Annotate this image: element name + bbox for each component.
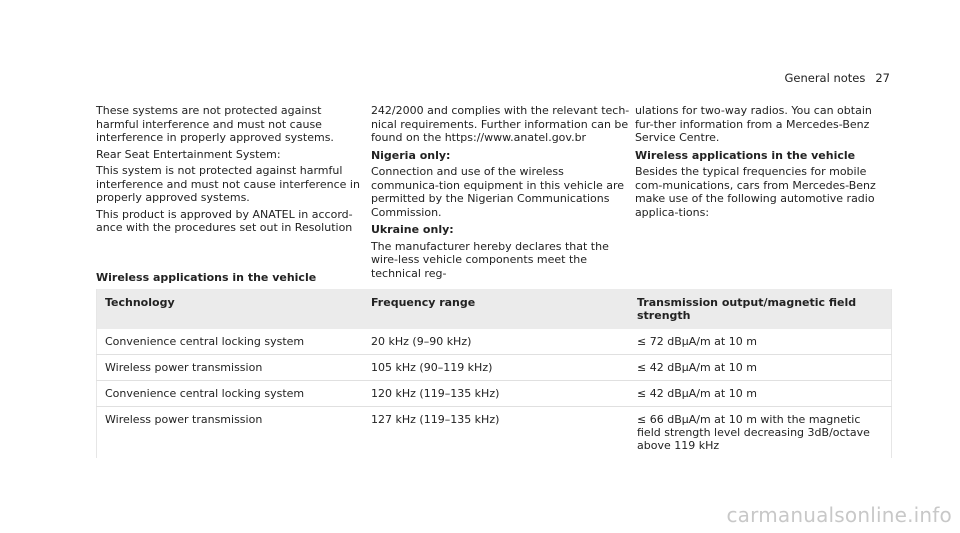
column-3 — [635, 104, 892, 283]
header-technology: Technology — [97, 289, 364, 329]
table-body — [97, 329, 892, 458]
watermark: carmanualsonline.info — [726, 503, 952, 527]
paragraph: This product is approved by ANATEL in accord-ance with the procedures set out in Resolution — [96, 207, 353, 234]
table-cell: Convenience central locking system — [97, 329, 364, 355]
page-header — [784, 71, 890, 85]
table-row — [97, 355, 892, 381]
table-cell: 127 kHz (119–135 kHz) — [371, 413, 500, 426]
paragraph: These systems are not protected against harmful interference and must not cause interference in properly approved systems. — [96, 104, 334, 144]
table-row — [97, 407, 892, 459]
header-frequency-range: Frequency range — [363, 289, 629, 329]
table-cell: 20 kHz (9–90 kHz) — [363, 329, 629, 355]
paragraph: The manufacturer hereby declares that the wire-less vehicle components meet the technical reg- — [370, 239, 609, 280]
table-cell: Wireless power transmission — [97, 355, 364, 381]
table-cell: 120 kHz (119–135 kHz) — [363, 381, 629, 407]
table-row — [97, 381, 892, 407]
table-cell: ≤ 66 dBµA/m at 10 m with the magnetic field strength level decreasing 3dB/octave above 119 kHz — [629, 407, 892, 459]
paragraph: 242/2000 and complies with the relevant tech-nical requirements. Further information can be found on the https://www.anatel.gov.br — [370, 104, 630, 144]
table-cell: Convenience central locking system — [97, 381, 364, 407]
paragraph: Besides the typical frequencies for mobile com-munications, cars from Mercedes-Benz make use of the following automotive radio applica-tions: — [634, 165, 876, 219]
paragraph: This system is not protected against harmful interference and must not cause interference in properly approved systems. — [96, 164, 360, 204]
section-name: General notes — [784, 71, 866, 85]
subheading: Nigeria only: — [370, 148, 451, 162]
subheading: Wireless applications in the vehicle — [634, 148, 856, 162]
subheading: Ukraine only: — [370, 223, 454, 236]
wireless-applications-table — [96, 289, 892, 458]
page-number: 27 — [875, 71, 890, 85]
column-2 — [371, 104, 633, 283]
paragraph: Connection and use of the wireless communica-tion equipment in this vehicle are permitted by the Nigerian Communications Commission. — [370, 165, 625, 219]
table-cell: ≤ 42 dBµA/m at 10 m — [629, 381, 892, 407]
table-cell: ≤ 42 dBµA/m at 10 m — [629, 355, 892, 381]
table-cell: 105 kHz (90–119 kHz) — [363, 355, 629, 381]
paragraph: ulations for two-way radios. You can obtain fur-ther information from a Mercedes-Benz Service Centre. — [634, 104, 872, 144]
text-columns — [96, 104, 892, 283]
paragraph: Rear Seat Entertainment System: — [96, 147, 281, 161]
section-title: Wireless applications in the vehicle — [96, 271, 317, 284]
table-cell: ≤ 72 dBµA/m at 10 m — [629, 329, 892, 355]
column-1 — [96, 104, 363, 283]
header-transmission-output: Transmission output/magnetic field strength — [629, 289, 892, 329]
table-row — [97, 329, 892, 355]
table-cell: Wireless power transmission — [97, 407, 364, 459]
table-header-row — [97, 289, 892, 329]
